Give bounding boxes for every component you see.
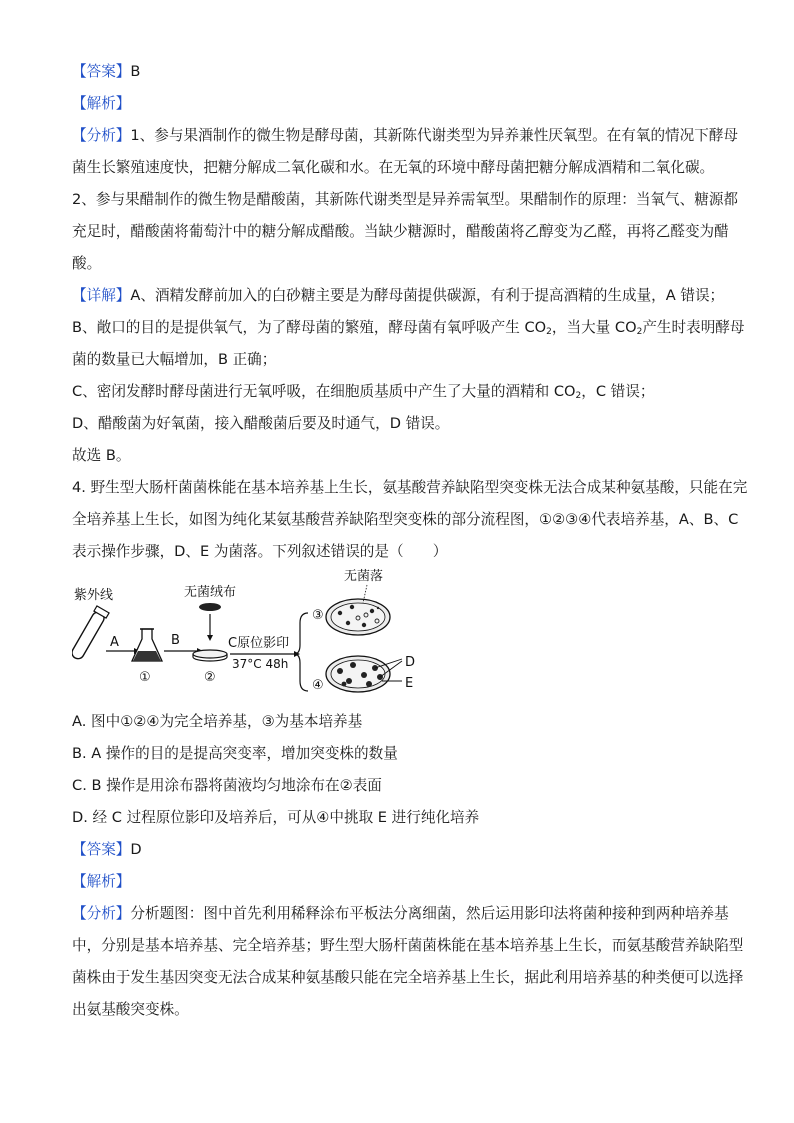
medium-2-label: ② [204, 670, 216, 685]
petri-dish-4-icon [326, 656, 390, 692]
question-4-stem-line-3: 表示操作步骤，D、E 为菌落。下列叙述错误的是（ ） [72, 543, 448, 560]
petri-dish-3-icon [326, 599, 390, 635]
fenxi-line-1 [72, 126, 738, 146]
medium-3-label: ③ [312, 608, 324, 623]
experiment-flow-figure [72, 563, 432, 705]
fenxi-line-4: 充足时，醋酸菌将葡萄汁中的糖分解成醋酸。当缺少糖源时，醋酸菌将乙醇变为乙醛，再将乙醛变为醋 [72, 223, 729, 240]
option-d: D. 经 C 过程原位影印及培养后，可从④中挑取 E 进行纯化培养 [72, 809, 480, 826]
xiangjie-line-2 [72, 318, 745, 338]
paragraph-text: C、密闭发酵时酵母菌进行无氧呼吸，在细胞质基质中产生了大量的酒精和 CO [72, 383, 576, 400]
uv-label: 紫外线 [74, 588, 114, 603]
xiangjie-line-6: 故选 B。 [72, 447, 131, 464]
paragraph-text: B、敞口的目的是提供氧气，为了酵母菌的繁殖，酵母菌有氧呼吸产生 CO [72, 319, 547, 336]
velvet-label: 无菌绒布 [184, 585, 237, 600]
xiangjie-line-1 [72, 286, 724, 306]
answer-line-q3 [72, 62, 140, 82]
subscript: 2 [575, 391, 582, 401]
fenxi-tag: 【分析】 [72, 127, 131, 144]
xiangjie-tag: 【详解】 [72, 287, 131, 304]
fenxi-tag: 【分析】 [72, 905, 131, 922]
analysis-tag: 【解析】 [72, 873, 131, 890]
answer-tag: 【答案】 [72, 63, 131, 80]
q4-fenxi-line-1 [72, 904, 729, 924]
paragraph-text: 产生时表明酵母 [642, 319, 745, 336]
question-4-stem-line-1: 4. 野生型大肠杆菌菌株能在基本培养基上生长，氨基酸营养缺陷型突变株无法合成某种氨基酸，只能在完 [72, 479, 748, 496]
test-tube-icon [72, 606, 109, 661]
paragraph-text: 1、参与果酒制作的微生物是酵母菌，其新陈代谢类型为异养兼性厌氧型。在有氧的情况下酵母 [130, 127, 739, 144]
analysis-heading-q4 [72, 872, 130, 892]
xiangjie-line-4 [72, 382, 654, 402]
step-c-label: C原位影印 [228, 636, 290, 651]
split-brace [294, 613, 308, 691]
velvet-icon [199, 603, 221, 611]
step-a-label: A [110, 635, 119, 650]
answer-line-q4 [72, 840, 142, 860]
no-colony-label: 无菌落 [344, 569, 384, 584]
fenxi-line-3: 2、参与果醋制作的微生物是醋酸菌，其新陈代谢类型是异养需氧型。果醋制作的原理：当氧气、糖源都 [72, 191, 739, 208]
q4-fenxi-line-3: 菌株由于发生基因突变无法合成某种氨基酸只能在完全培养基上生长，据此利用培养基的种类便可以选择 [72, 969, 744, 986]
option-c: C. B 操作是用涂布器将菌液均匀地涂布在②表面 [72, 777, 382, 794]
colony-e-label: E [405, 676, 414, 691]
paragraph-text: 分析题图：图中首先利用稀释涂布平板法分离细菌，然后运用影印法将菌种接种到两种培养基 [130, 905, 729, 922]
paragraph-text: ，当大量 CO [551, 319, 637, 336]
option-a: A. 图中①②④为完全培养基，③为基本培养基 [72, 713, 363, 730]
medium-4-label: ④ [312, 678, 324, 693]
xiangjie-line-5: D、醋酸菌为好氧菌，接入醋酸菌后要及时通气，D 错误。 [72, 415, 450, 432]
subscript: 2 [636, 327, 643, 337]
analysis-tag: 【解析】 [72, 95, 131, 112]
answer-value: D [130, 841, 142, 858]
answer-value: B [130, 63, 141, 80]
paragraph-text: ，C 错误； [581, 383, 655, 400]
flask-icon [132, 629, 162, 661]
analysis-heading-q3 [72, 94, 130, 114]
subscript: 2 [546, 327, 552, 337]
fenxi-line-2: 菌生长繁殖速度快，把糖分解成二氧化碳和水。在无氧的环境中酵母菌把糖分解成酒精和二氧化碳。 [72, 159, 715, 176]
q4-fenxi-line-2: 中，分别是基本培养基、完全培养基；野生型大肠杆菌菌株能在基本培养基上生长，而氨基酸营养缺陷型 [72, 937, 744, 954]
condition-label: 37°C 48h [232, 657, 289, 671]
arrow-velvet-head [207, 635, 213, 641]
question-4-stem-line-2: 全培养基上生长，如图为纯化某氨基酸营养缺陷型突变株的部分流程图，①②③④代表培养基，A、B、C [72, 511, 739, 528]
option-b: B. A 操作的目的是提高突变率，增加突变株的数量 [72, 745, 398, 762]
xiangjie-line-3: 菌的数量已大幅增加，B 正确； [72, 351, 277, 368]
petri-dish-2-icon [193, 650, 227, 661]
step-b-label: B [171, 633, 180, 648]
medium-1-label: ① [139, 670, 151, 685]
fenxi-line-5: 酸。 [72, 255, 102, 272]
paragraph-text: A、酒精发酵前加入的白砂糖主要是为酵母菌提供碳源，有利于提高酒精的生成量，A 错误； [130, 287, 725, 304]
colony-d-label: D [405, 655, 416, 670]
answer-tag: 【答案】 [72, 841, 131, 858]
q4-fenxi-line-4: 出氨基酸突变株。 [72, 1001, 189, 1018]
